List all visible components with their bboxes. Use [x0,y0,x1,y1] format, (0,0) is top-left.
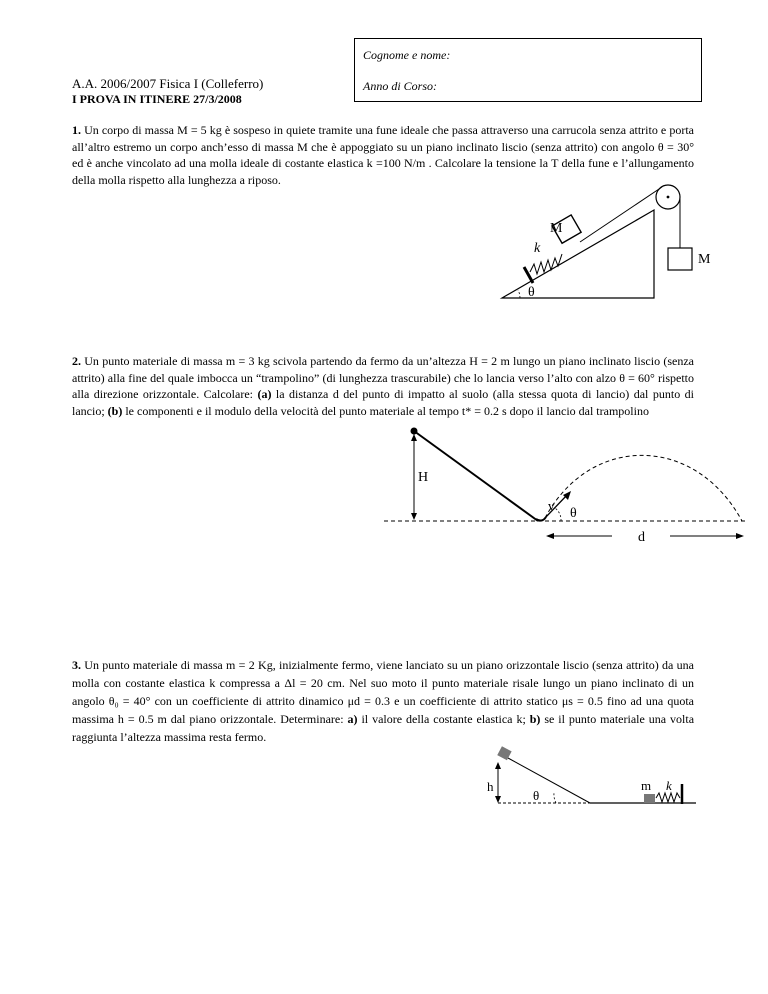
label-mass-incline: M [550,221,563,236]
label-height: h [487,779,494,794]
trampoline [536,517,546,521]
label-angle: θ [528,285,535,300]
spring-icon [656,793,680,802]
problem-2-body: Un punto materiale di massa m = 3 kg scivola partendo da fermo da un’altezza H = 2 m lungo un piano inclinato liscio (senza attrito) alla fine del quale imbocca un “trampolino” (di lunghezza trascurabile) che lo lancia verso l’alto con alzo θ = 60° rispetto alla direzione orizzontale. Calcolare: [72,354,694,401]
problem-3-part-a-label: a) [347,712,358,726]
spring-icon [530,254,562,274]
problem-1-number: 1. [72,123,81,137]
problem-2-part-b-label: (b) [107,403,123,418]
problem-1-figure [490,180,730,305]
hanging-mass [668,248,692,270]
problem-2-part-a-label: (a) [257,387,272,401]
problem-3-number: 3. [72,658,81,672]
block-floor [644,794,655,803]
label-spring: k [534,241,541,256]
academic-year: A.A. 2006/2007 Fisica I (Colleferro) [72,76,264,91]
problem-3-figure [480,744,700,812]
point-mass-icon [411,428,418,435]
problem-2-number: 2. [72,354,81,368]
problem-3-part-b: se il punto materiale una volta raggiunta l’altezza massima resta fermo. [72,712,695,744]
label-mass: m [641,778,652,793]
problem-3-part-a: il valore della costante elastica k; [361,712,526,726]
year-field-label: Anno di Corso: [363,79,438,93]
rope [580,187,662,242]
slope-line [414,431,538,521]
problem-2-text [72,353,694,419]
problem-1-text [72,122,694,188]
problem-3-text [72,656,694,746]
problem-3-body: Un punto materiale di massa m = 2 Kg, inizialmente fermo, viene lanciato su un piano orizzontale liscio (senza attrito) da una molla con costante elastica k compressa a Δl = 20 cm. Nel suo moto il punto materiale risale lungo un piano inclinato di un angolo θ₀ = 40° con un coefficiente di attrito dinamico μd = 0.3 e un coefficiente di attrito statico μs = 0.5 fino ad una quota massima h = 0.5 m dal piano orizzontale. Determinare: [72,658,695,726]
label-angle: θ [533,788,540,803]
label-launch-angle: θ [570,506,577,521]
problem-2-part-a: la distanza d del punto di impatto al suolo (alla stessa quota di lancio) dal punto di lancio; [72,387,694,418]
incline-line [508,758,590,803]
label-hanging-mass: M [698,252,711,267]
block-top [497,746,511,760]
label-spring: k [666,778,672,793]
problem-2-part-b: le componenti e il modulo della velocità del punto materiale al tempo t* = 0.2 s dopo il lancio dal trampolino [125,403,649,418]
label-distance: d [638,530,645,545]
label-velocity: v [548,498,555,513]
problem-2-figure [380,424,760,548]
incline-plane [502,210,654,298]
name-field-label: Cognome e nome: [363,48,451,62]
label-height: H [418,470,429,485]
student-info-box [354,38,702,102]
problem-1-body: Un corpo di massa M = 5 kg è sospeso in quiete tramite una fune ideale che passa attraverso una carrucola senza attrito e porta all’altro estremo un corpo anch’esso di massa M che è appoggiato su un piano inclinato liscio (senza attrito) con angolo θ = 30° ed è anche vincolato ad una molla ideale di costante elastica k =100 N/m . Calcolare la tensione la T della fune e l’allungamento della molla rispetto alla lunghezza a riposo. [72,123,694,187]
problem-3-part-b-label: b) [529,712,541,726]
exam-title: I PROVA IN ITINERE 27/3/2008 [72,92,242,106]
